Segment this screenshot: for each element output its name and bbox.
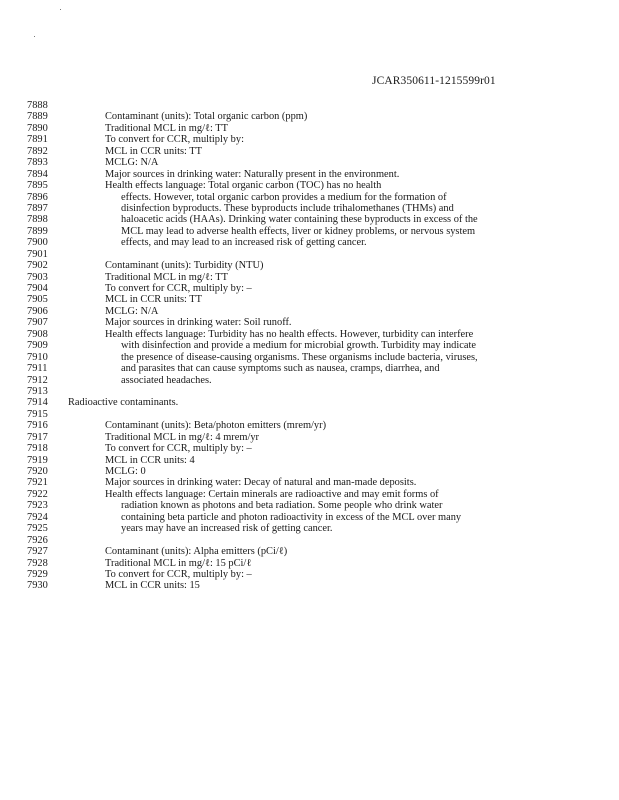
line-text: MCL in CCR units: 15 [105,580,200,592]
line-text: Traditional MCL in mg/ℓ: TT [105,122,228,134]
line-number: 7895 [27,180,48,192]
document-id: JCAR350611-1215599r01 [372,75,496,87]
line-text: Health effects language: Certain minerals are radioactive and may emit forms of [105,488,439,500]
text-line [0,375,619,386]
line-text: MCLG: N/A [105,157,159,169]
text-line [0,111,619,122]
text-line [0,329,619,340]
line-number: 7898 [27,214,48,226]
line-number: 7927 [27,546,48,558]
line-number: 7917 [27,431,48,443]
line-text: MCL in CCR units: 4 [105,454,195,466]
line-number: 7918 [27,443,48,455]
text-line [0,169,619,180]
text-line [0,192,619,203]
line-text: Traditional MCL in mg/ℓ: 4 mrem/yr [105,431,260,443]
text-line [0,100,619,111]
text-line [0,260,619,271]
line-text: Major sources in drinking water: Naturally present in the environment. [105,168,400,180]
text-line [0,294,619,305]
line-number: 7894 [27,168,48,180]
line-number: 7903 [27,271,48,283]
line-text: haloacetic acids (HAAs). Drinking water containing these byproducts in excess of the [121,214,478,226]
line-text: Contaminant (units): Total organic carbon (ppm) [105,111,308,123]
text-line [0,283,619,294]
line-text: radiation known as photons and beta radiation. Some people who drink water [121,500,443,512]
line-number: 7928 [27,557,48,569]
line-number: 7892 [27,145,48,157]
line-number: 7889 [27,111,48,123]
line-number: 7890 [27,122,48,134]
line-text: MCL may lead to adverse health effects, liver or kidney problems, or nervous system [121,225,476,237]
text-line [0,546,619,557]
line-number: 7907 [27,317,48,329]
line-number: 7902 [27,260,48,272]
line-number: 7930 [27,580,48,592]
line-number: 7914 [27,397,48,409]
text-line [0,535,619,546]
line-text: MCLG: N/A [105,305,159,317]
text-line [0,580,619,591]
line-text: associated headaches. [121,374,212,386]
text-line [0,420,619,431]
text-line [0,523,619,534]
line-number: 7913 [27,385,48,397]
text-line [0,146,619,157]
line-text: with disinfection and provide a medium for microbial growth. Turbidity may indicate [121,340,476,352]
line-text: Contaminant (units): Alpha emitters (pCi/ℓ) [105,546,288,558]
text-line [0,123,619,134]
line-text: Major sources in drinking water: Decay of natural and man-made deposits. [105,477,417,489]
line-text: Traditional MCL in mg/ℓ: 15 pCi/ℓ [105,557,252,569]
line-text: containing beta particle and photon radioactivity in excess of the MCL over many [121,511,462,523]
line-text: To convert for CCR, multiply by: – [105,568,252,580]
line-number: 7896 [27,191,48,203]
line-number: 7900 [27,237,48,249]
line-number: 7912 [27,374,48,386]
line-number: 7904 [27,283,48,294]
text-line [0,340,619,351]
line-number: 7922 [27,488,48,500]
line-text: Major sources in drinking water: Soil runoff. [105,317,292,329]
line-text: effects, and may lead to an increased risk of getting cancer. [121,237,367,249]
section-heading: Radioactive contaminants. [68,397,179,409]
text-line [0,226,619,237]
line-text: Contaminant (units): Turbidity (NTU) [105,260,264,272]
line-number: 7915 [27,408,48,420]
line-number: 7888 [27,100,48,111]
text-line [0,569,619,580]
section-heading-line [0,397,619,408]
text-line [0,237,619,248]
line-text: years may have an increased risk of getting cancer. [121,523,333,535]
line-number: 7925 [27,523,48,535]
line-number: 7929 [27,568,48,580]
line-number: 7916 [27,420,48,432]
line-text: Contaminant (units): Beta/photon emitters (mrem/yr) [105,420,327,432]
line-number: 7923 [27,500,48,512]
line-number: 7906 [27,305,48,317]
line-text: effects. However, total organic carbon provides a medium for the formation of [121,191,447,203]
line-text: MCL in CCR units: TT [105,294,202,306]
scan-speck [60,9,61,10]
line-text: To convert for CCR, multiply by: – [105,443,252,455]
text-line [0,443,619,454]
line-text: Health effects language: Total organic carbon (TOC) has no health [105,180,382,192]
line-number: 7897 [27,202,48,214]
text-line [0,386,619,397]
text-line [0,157,619,168]
text-line [0,466,619,477]
line-text: Traditional MCL in mg/ℓ: TT [105,271,228,283]
line-number: 7911 [27,363,48,375]
line-number: 7899 [27,225,48,237]
text-line [0,317,619,328]
scan-speck [34,36,35,37]
line-number: 7901 [27,248,48,260]
line-text: Health effects language: Turbidity has no health effects. However, turbidity can interfere [105,328,474,340]
text-line [0,272,619,283]
text-line [0,214,619,225]
text-line [0,558,619,569]
line-text: disinfection byproducts. These byproducts include trihalomethanes (THMs) and [121,202,454,214]
line-number: 7908 [27,328,48,340]
line-number: 7919 [27,454,48,466]
line-number: 7891 [27,134,48,146]
text-line [0,432,619,443]
line-text: MCLG: 0 [105,466,146,477]
line-number: 7921 [27,477,48,489]
line-number: 7910 [27,351,48,363]
text-line [0,249,619,260]
line-number: 7926 [27,534,48,546]
line-number: 7909 [27,340,48,352]
line-text: MCL in CCR units: TT [105,145,202,157]
line-number: 7924 [27,511,48,523]
line-number: 7920 [27,466,48,477]
line-text: and parasites that can cause symptoms such as nausea, cramps, diarrhea, and [121,363,440,375]
text-line [0,500,619,511]
text-line [0,134,619,145]
text-line [0,306,619,317]
text-line [0,455,619,466]
line-text: To convert for CCR, multiply by: [105,134,244,146]
text-line [0,489,619,500]
text-line [0,477,619,488]
line-text: the presence of disease-causing organisms. These organisms include bacteria, viruses, [121,351,478,363]
text-line [0,512,619,523]
text-line [0,203,619,214]
text-line [0,363,619,374]
text-line [0,180,619,191]
text-line [0,352,619,363]
line-number: 7893 [27,157,48,169]
line-text: To convert for CCR, multiply by: – [105,283,252,294]
line-number: 7905 [27,294,48,306]
numbered-lines [0,100,619,592]
text-line [0,409,619,420]
